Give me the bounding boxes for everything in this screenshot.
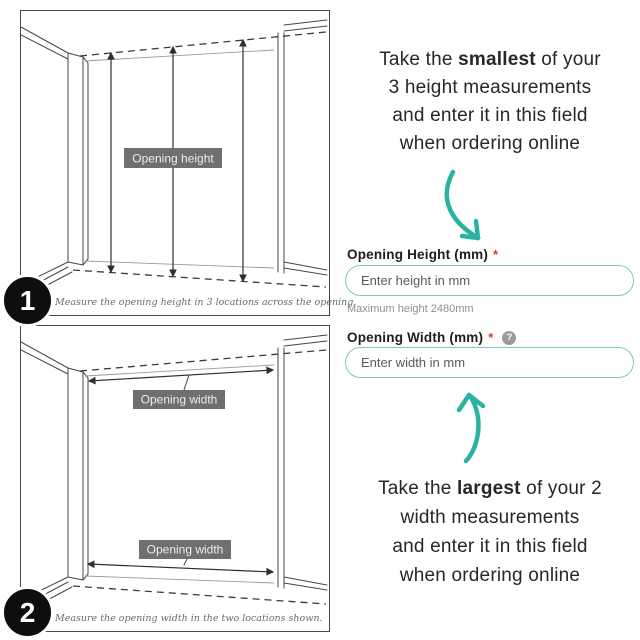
opening-height-input[interactable] (345, 265, 634, 296)
height-instruction-text (340, 46, 640, 158)
instruction-line: Take the smallest of your (379, 49, 601, 70)
opening-height-drawing (21, 11, 328, 314)
max-height-helper-text: Maximum height 2480mm (347, 303, 474, 315)
step-1-badge: 1 (1, 274, 54, 327)
width-arrow-bottom (88, 564, 273, 572)
opening-width-bottom-label: Opening width (146, 542, 224, 557)
step1-caption: Measure the opening height in 3 locations across the opening. (55, 297, 357, 308)
curved-up-arrow-icon (452, 389, 508, 467)
instruction-line: and enter it in this field (392, 536, 588, 557)
bottom-dashed-line (73, 586, 326, 604)
curved-down-arrow-icon (428, 168, 494, 248)
instruction-line: when ordering online (399, 133, 581, 154)
bottom-dashed-line (73, 270, 326, 287)
opening-width-field-label: Opening Width (mm) (347, 330, 484, 345)
instruction-line: 3 height measurements (388, 77, 592, 98)
opening-height-field-label: Opening Height (mm) (347, 247, 489, 262)
instruction-line: and enter it in this field (392, 105, 588, 126)
opening-width-input[interactable] (345, 347, 634, 378)
opening-width-drawing (21, 326, 328, 630)
diagram-opening-width (20, 325, 330, 632)
instruction-line: width measurements (400, 507, 580, 528)
required-asterisk: * (488, 330, 494, 345)
width-arrow-top (89, 370, 273, 381)
opening-width-label-row (347, 330, 516, 345)
step2-caption: Measure the opening width in the two locations shown. (55, 613, 323, 624)
top-dashed-line (80, 350, 326, 371)
diagram-opening-height (20, 10, 357, 316)
required-asterisk: * (493, 247, 499, 262)
opening-height-label-row (347, 247, 498, 262)
help-icon[interactable]: ? (502, 331, 516, 345)
width-instruction-text (340, 474, 640, 590)
instruction-line: Take the largest of your 2 (378, 478, 602, 499)
top-dashed-line (80, 32, 326, 56)
opening-width-top-label: Opening width (140, 392, 218, 407)
opening-height-label: Opening height (132, 151, 214, 166)
instruction-line: when ordering online (399, 565, 581, 586)
step-2-badge: 2 (1, 586, 54, 639)
